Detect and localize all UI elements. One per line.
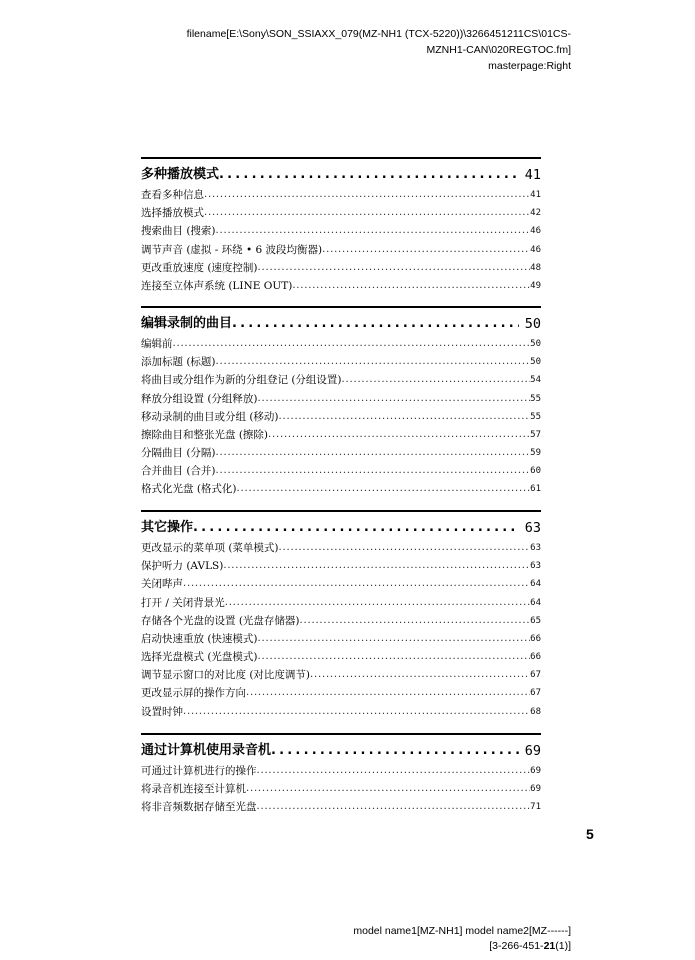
toc-item[interactable]	[141, 353, 541, 371]
toc-item[interactable]	[141, 371, 541, 389]
item-text: 查看多种信息	[141, 188, 204, 201]
item-text: 更改显示的菜单项 (菜单模式)	[141, 541, 279, 554]
toc-item[interactable]	[141, 685, 541, 703]
filename-header	[187, 26, 571, 58]
toc-item[interactable]	[141, 426, 541, 444]
dot-leader	[271, 740, 519, 762]
part-code	[353, 939, 571, 954]
dot-leader	[183, 703, 530, 721]
item-page: 46	[530, 244, 541, 255]
dot-leader	[257, 798, 531, 816]
toc-item[interactable]	[141, 462, 541, 480]
toc-section	[141, 733, 541, 817]
toc-item[interactable]	[141, 575, 541, 593]
item-text: 格式化光盘 (格式化)	[141, 483, 237, 496]
toc-item[interactable]	[141, 259, 541, 277]
section-title: 通过计算机使用录音机	[141, 743, 272, 758]
item-text: 连接至立体声系统 (LINE OUT)	[141, 279, 293, 292]
item-page: 42	[530, 208, 541, 219]
item-text: 保护听力 (AVLS)	[141, 560, 224, 573]
dot-leader	[300, 612, 531, 630]
dot-leader	[310, 666, 530, 684]
item-page: 61	[530, 484, 541, 495]
section-page: 50	[524, 316, 541, 332]
toc-section-heading[interactable]	[141, 313, 541, 335]
item-text: 选择光盘模式 (光盘模式)	[141, 651, 258, 664]
item-page: 67	[530, 670, 541, 681]
item-text: 设置时钟	[141, 705, 183, 718]
dot-leader	[258, 630, 531, 648]
item-page: 69	[530, 765, 541, 776]
toc-section-heading[interactable]	[141, 517, 541, 539]
dot-leader	[216, 444, 531, 462]
item-page: 68	[530, 706, 541, 717]
dot-leader	[232, 313, 519, 335]
item-text: 选择播放模式	[141, 207, 204, 220]
item-page: 63	[530, 561, 541, 572]
toc-item[interactable]	[141, 630, 541, 648]
toc-item[interactable]	[141, 204, 541, 222]
dot-leader	[216, 222, 531, 240]
toc-item[interactable]	[141, 222, 541, 240]
item-text: 擦除曲目和整张光盘 (擦除)	[141, 428, 269, 441]
masterpage-label: masterpage:Right	[488, 60, 571, 72]
toc-item[interactable]	[141, 539, 541, 557]
item-page: 67	[530, 688, 541, 699]
item-text: 启动快速重放 (快速模式)	[141, 632, 258, 645]
dot-leader	[246, 685, 530, 703]
toc-item[interactable]	[141, 703, 541, 721]
toc-item[interactable]	[141, 666, 541, 684]
dot-leader	[237, 481, 531, 499]
dot-leader	[219, 164, 519, 186]
item-page: 54	[530, 375, 541, 386]
section-page: 41	[524, 167, 541, 183]
dot-leader	[258, 259, 531, 277]
item-text: 打开 / 关闭背景光	[141, 596, 225, 609]
section-page: 69	[524, 743, 541, 759]
toc-item[interactable]	[141, 408, 541, 426]
item-page: 50	[530, 357, 541, 368]
item-text: 移动录制的曲目或分组 (移动)	[141, 410, 279, 423]
item-page: 41	[530, 189, 541, 200]
item-page: 55	[530, 411, 541, 422]
section-page: 63	[524, 520, 541, 536]
toc-item[interactable]	[141, 481, 541, 499]
toc-item[interactable]	[141, 762, 541, 780]
toc-item[interactable]	[141, 335, 541, 353]
section-title: 其它操作	[141, 520, 194, 535]
toc-item[interactable]	[141, 612, 541, 630]
toc-section	[141, 306, 541, 499]
item-page: 65	[530, 615, 541, 626]
item-page: 60	[530, 466, 541, 477]
item-text: 释放分组设置 (分组释放)	[141, 392, 258, 405]
item-page: 69	[530, 784, 541, 795]
dot-leader	[223, 557, 530, 575]
dot-leader	[216, 353, 531, 371]
dot-leader	[173, 335, 531, 353]
item-page: 50	[530, 338, 541, 349]
part-code-suffix: (1)]	[555, 940, 571, 952]
dot-leader	[204, 204, 530, 222]
item-page: 66	[530, 652, 541, 663]
dot-leader	[225, 594, 530, 612]
item-text: 分隔曲目 (分隔)	[141, 447, 216, 460]
toc-section-heading[interactable]	[141, 164, 541, 186]
dot-leader	[279, 539, 531, 557]
toc-section	[141, 157, 541, 295]
dot-leader	[257, 762, 531, 780]
model-names: model name1[MZ-NH1] model name2[MZ------]	[353, 925, 571, 937]
dot-leader	[193, 517, 519, 539]
item-text: 更改重放速度 (速度控制)	[141, 261, 258, 274]
toc-item[interactable]	[141, 594, 541, 612]
item-text: 编辑前	[141, 337, 173, 350]
item-page: 66	[530, 633, 541, 644]
dot-leader	[216, 462, 531, 480]
item-text: 搜索曲目 (搜索)	[141, 225, 216, 238]
model-footer	[353, 924, 571, 954]
item-page: 46	[530, 226, 541, 237]
item-text: 将曲目或分组作为新的分组登记 (分组设置)	[141, 374, 342, 387]
item-text: 添加标题 (标题)	[141, 356, 216, 369]
item-text: 存储各个光盘的设置 (光盘存储器)	[141, 614, 300, 627]
toc-item[interactable]	[141, 444, 541, 462]
filename-line-2: MZNH1-CAN\020REGTOC.fm]	[426, 44, 571, 56]
dot-leader	[204, 186, 530, 204]
dot-leader	[322, 241, 530, 259]
item-text: 更改显示屏的操作方向	[141, 687, 246, 700]
section-title: 编辑录制的曲目	[141, 316, 233, 331]
item-page: 59	[530, 448, 541, 459]
item-page: 63	[530, 542, 541, 553]
item-page: 55	[530, 393, 541, 404]
dot-leader	[246, 780, 530, 798]
item-text: 将录音机连接至计算机	[141, 783, 246, 796]
item-text: 关闭哔声	[141, 578, 183, 591]
toc-item[interactable]	[141, 798, 541, 816]
item-page: 48	[530, 262, 541, 273]
item-page: 57	[530, 429, 541, 440]
item-text: 合并曲目 (合并)	[141, 465, 216, 478]
dot-leader	[258, 390, 531, 408]
dot-leader	[183, 575, 530, 593]
dot-leader	[292, 277, 530, 295]
toc-item[interactable]	[141, 390, 541, 408]
dot-leader	[342, 371, 531, 389]
toc-section	[141, 510, 541, 721]
item-page: 49	[530, 280, 541, 291]
item-text: 可通过计算机进行的操作	[141, 764, 257, 777]
toc-item[interactable]	[141, 557, 541, 575]
item-text: 将非音频数据存储至光盘	[141, 801, 257, 814]
filename-line-1: filename[E:\Sony\SON_SSIAXX_079(MZ-NH1 (TCX-5220))\3266451211CS\01CS-	[186, 28, 571, 40]
toc-item[interactable]	[141, 186, 541, 204]
part-code-prefix: [3-266-451-	[489, 940, 544, 952]
item-page: 64	[530, 597, 541, 608]
toc-item[interactable]	[141, 780, 541, 798]
part-code-bold: 21	[543, 940, 556, 952]
dot-leader	[279, 408, 531, 426]
toc-item[interactable]	[141, 648, 541, 666]
item-text: 调节显示窗口的对比度 (对比度调节)	[141, 669, 311, 682]
toc-section-heading[interactable]	[141, 740, 541, 762]
item-text: 调节声音 (虚拟 - 环绕 • 6 波段均衡器)	[141, 243, 323, 256]
dot-leader	[258, 648, 531, 666]
page-number: 5	[586, 826, 594, 842]
section-title: 多种播放模式	[141, 167, 220, 182]
dot-leader	[268, 426, 530, 444]
item-page: 64	[530, 579, 541, 590]
item-page: 71	[530, 802, 541, 813]
toc-item[interactable]	[141, 241, 541, 259]
toc-item[interactable]	[141, 277, 541, 295]
